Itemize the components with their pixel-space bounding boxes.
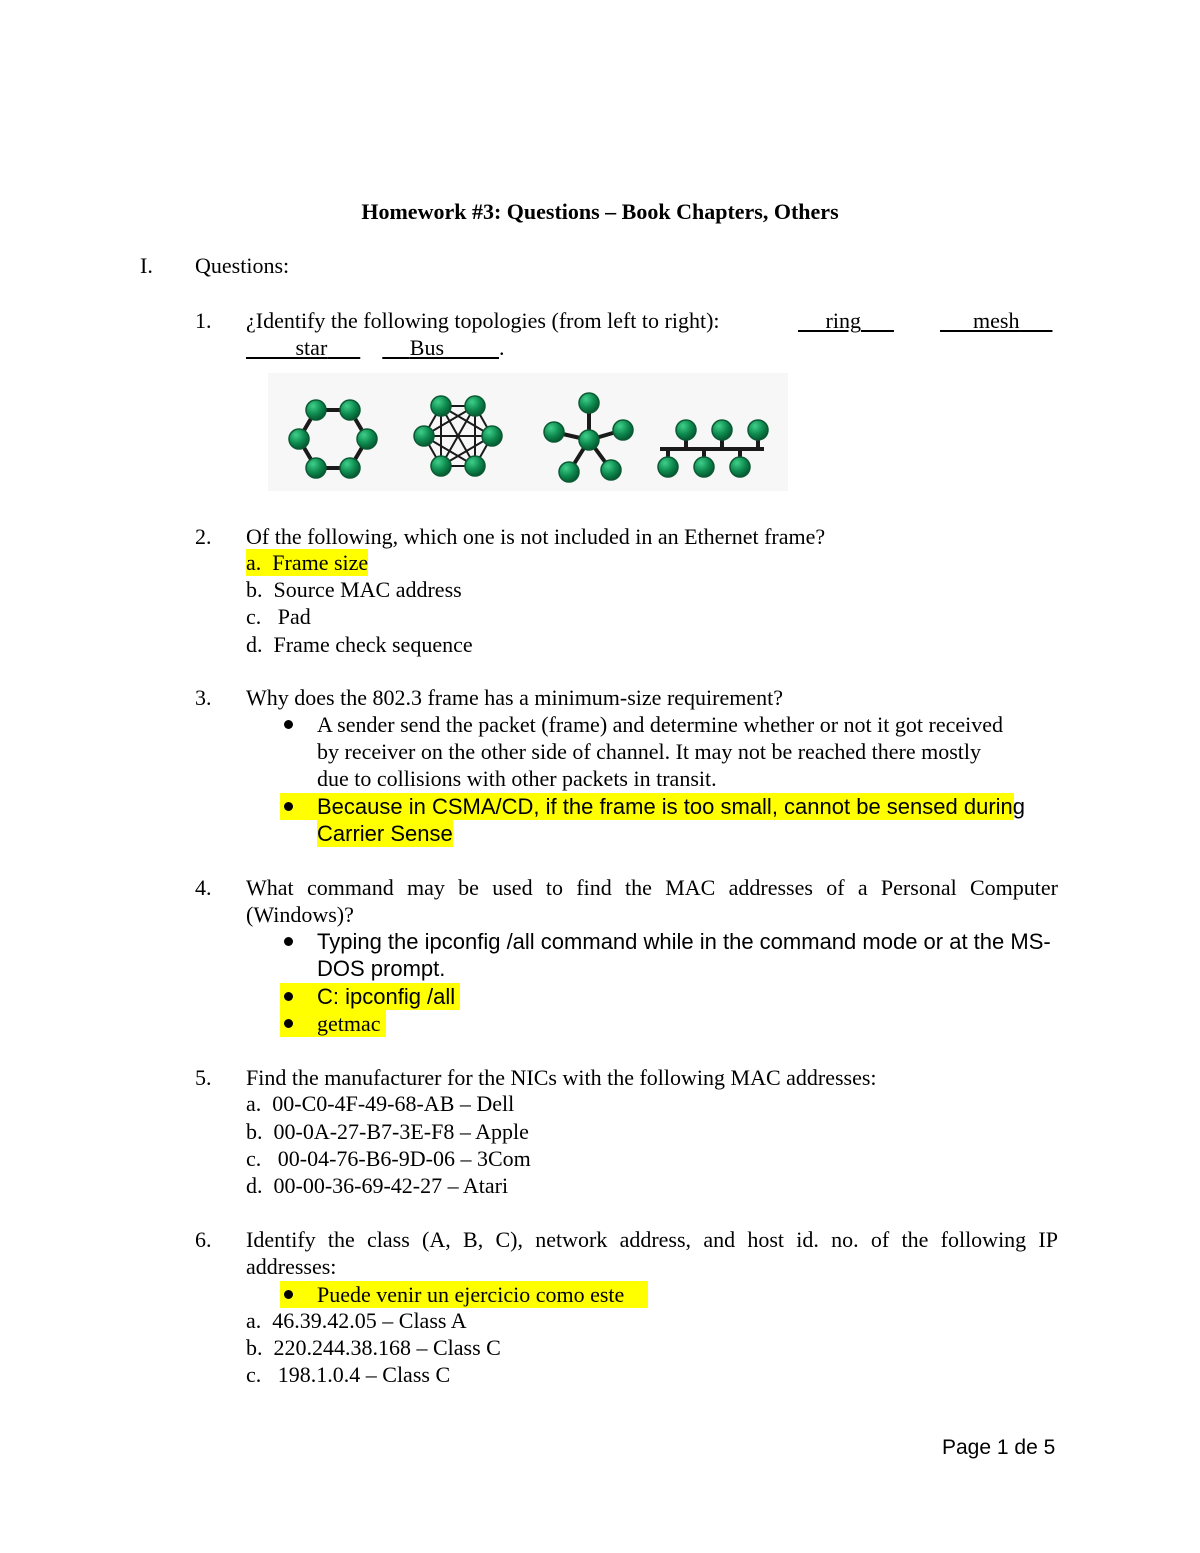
- q6-option-a: a. 46.39.42.05 – Class A: [246, 1308, 467, 1333]
- topology-figure: [268, 373, 788, 491]
- q4-bullet1-line1: Typing the ipconfig /all command while in the command mode or at the MS-: [317, 929, 1051, 954]
- q6-option-b: b. 220.244.38.168 – Class C: [246, 1335, 501, 1360]
- q3-number: 3.: [195, 685, 212, 710]
- q1-number: 1.: [195, 308, 212, 333]
- q3-bullet1-line1: A sender send the packet (frame) and determine whether or not it got received: [317, 712, 1003, 737]
- q2-option-a: a. Frame size: [246, 550, 369, 575]
- q5-option-a: a. 00-C0-4F-49-68-AB – Dell: [246, 1091, 515, 1116]
- q6-bullet: Puede venir un ejercicio como este: [317, 1282, 625, 1307]
- q6-option-c: c. 198.1.0.4 – Class C: [246, 1362, 451, 1387]
- q3-bullet1-line3: due to collisions with other packets in transit.: [317, 766, 717, 791]
- q4-bullet2: C: ipconfig /all: [317, 984, 456, 1009]
- q3-bullet1-line2: by receiver on the other side of channel. It may not be reached there mostly: [317, 739, 982, 764]
- q5-option-b: b. 00-0A-27-B7-3E-F8 – Apple: [246, 1119, 529, 1144]
- q2-option-d: d. Frame check sequence: [246, 632, 473, 657]
- q6-number: 6.: [195, 1227, 212, 1252]
- q4-text-line2: (Windows)?: [246, 902, 354, 927]
- page-number: Page 1 de 5: [942, 1436, 1056, 1459]
- section-label: Questions:: [195, 253, 290, 278]
- q2-number: 2.: [195, 524, 212, 549]
- q3-text: Why does the 802.3 frame has a minimum-size requirement?: [246, 685, 783, 710]
- q1-text: ¿Identify the following topologies (from left to right):: [246, 308, 720, 333]
- q5-option-d: d. 00-00-36-69-42-27 – Atari: [246, 1173, 509, 1198]
- q4-number: 4.: [195, 875, 212, 900]
- bullet-icon: [284, 992, 293, 1001]
- q1-answer-1: ring: [825, 308, 861, 333]
- q6-text-line2: addresses:: [246, 1254, 337, 1279]
- page-title: Homework #3: Questions – Book Chapters, Others: [361, 199, 839, 224]
- q4-bullet3: getmac: [317, 1011, 381, 1036]
- bullet-icon: [284, 720, 293, 729]
- q5-number: 5.: [195, 1065, 212, 1090]
- q1-answer-2: mesh: [973, 308, 1020, 333]
- bullet-icon: [284, 1290, 293, 1299]
- q3-bullet2-line2: Carrier Sense: [317, 821, 453, 846]
- q3-bullet2-line1: Because in CSMA/CD, if the frame is too small, cannot be sensed during: [317, 794, 1026, 819]
- q2-option-c: c. Pad: [246, 604, 311, 629]
- q5-text: Find the manufacturer for the NICs with the following MAC addresses:: [246, 1065, 877, 1090]
- bullet-icon: [284, 802, 293, 811]
- q2-option-b: b. Source MAC address: [246, 577, 462, 602]
- bullet-icon: [284, 1019, 293, 1028]
- q5-option-c: c. 00-04-76-B6-9D-06 – 3Com: [246, 1146, 531, 1171]
- q6-text-line1: Identify the class (A, B, C), network address, and host id. no. of the following IP: [246, 1227, 1058, 1252]
- bullet-icon: [284, 937, 293, 946]
- q1-answer-4: Bus: [409, 335, 445, 360]
- section-numeral: I.: [140, 253, 153, 278]
- q4-text-line1: What command may be used to find the MAC addresses of a Personal Computer: [246, 875, 1058, 900]
- q1-line2: star Bus .: [295, 335, 505, 360]
- q4-bullet1-line2: DOS prompt.: [317, 956, 446, 981]
- q2-text: Of the following, which one is not included in an Ethernet frame?: [246, 524, 826, 549]
- q1-answer-3: star: [295, 335, 328, 360]
